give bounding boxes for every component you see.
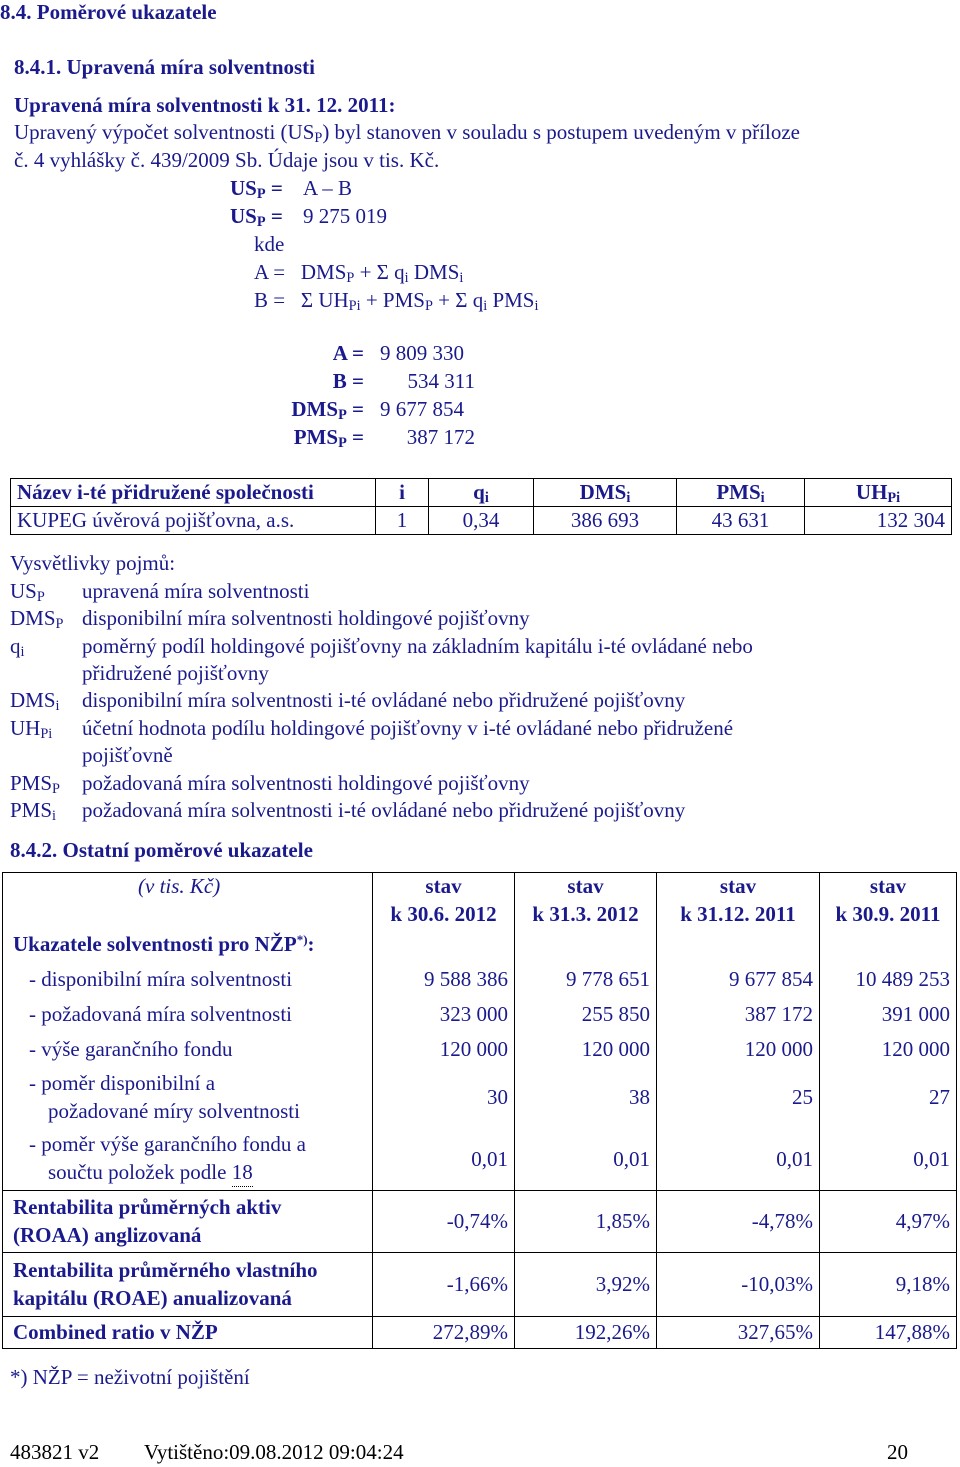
row-value: 0,01 <box>373 1129 515 1191</box>
table-row <box>11 507 952 535</box>
footnote: *) NŽP = neživotní pojištění <box>10 1365 250 1389</box>
row-value: 120 000 <box>820 1032 957 1067</box>
formula-b: B = Σ $UH_{Pi} + PMS_P + \Sigma$ $q_i$ $PMS_i$ <box>254 288 539 315</box>
row-value: 10 489 253 <box>820 962 957 997</box>
row-value: 0,01 <box>515 1129 657 1191</box>
formula-us-label-2: $US_P$ = <box>230 204 283 231</box>
header-pms: $PMS_i$ <box>677 479 805 507</box>
cell-uh: 132 304 <box>805 507 952 535</box>
unit-label: (v tis. Kč) <box>138 874 221 899</box>
row-value: 1,85% <box>515 1191 657 1253</box>
table-row <box>3 1317 957 1349</box>
ratios-header-row <box>3 873 957 901</box>
value-dms-label: $DMS_P$ = <box>291 397 364 424</box>
col-top: stav <box>820 873 957 901</box>
formula-us-label-1: $US_P$ = <box>230 176 283 203</box>
ratios-table <box>2 872 957 1349</box>
section-title: 8.4. Poměrové ukazatele <box>0 0 217 24</box>
table-row <box>3 1032 957 1067</box>
formula-a: A = $DMS_P + \Sigma$ $q_i$ $DMS_i$ <box>254 260 464 287</box>
col-top: stav <box>657 873 820 901</box>
row-label: - požadovaná míra solventnosti <box>29 1001 293 1026</box>
group-label: Ukazatele solventnosti pro NŽP*): <box>13 931 315 956</box>
glossary-term: $UH_{Pi}$ <box>10 716 53 743</box>
header-dms: $DMS_i$ <box>534 479 677 507</box>
row-value: 255 850 <box>515 997 657 1032</box>
glossary-term: $PMS_P$ <box>10 771 60 798</box>
combined-label: Combined ratio v NŽP <box>3 1317 373 1349</box>
glossary-term: $DMS_P$ <box>10 606 64 633</box>
table-row <box>3 1067 957 1129</box>
row-value: 323 000 <box>373 997 515 1032</box>
row-value: 4,97% <box>820 1191 957 1253</box>
glossary-term: $q_i$ <box>10 634 25 661</box>
value-b: 534 311 <box>407 369 475 393</box>
footer-printed: Vytištěno:09.08.2012 09:04:24 <box>144 1440 404 1464</box>
value-a: 9 809 330 <box>380 341 464 365</box>
glossary-desc-cont: pojišťovně <box>82 743 173 767</box>
paragraph-link[interactable]: 18 <box>232 1159 253 1187</box>
row-value: 9,18% <box>820 1253 957 1317</box>
row-value: 120 000 <box>373 1032 515 1067</box>
table-row <box>3 1253 957 1317</box>
row-label: - poměr disponibilní a požadované míry solventnosti <box>29 1071 300 1123</box>
roaa-label: Rentabilita průměrných aktiv (ROAA) anglizovaná <box>3 1191 373 1253</box>
header-q: $q_i$ <box>429 479 534 507</box>
cell-i: 1 <box>376 507 429 535</box>
glossary-desc-cont: přidružené pojišťovny <box>82 661 269 685</box>
value-b-label: B = <box>332 369 364 393</box>
footer-doc-id: 483821 v2 <box>10 1440 100 1464</box>
row-value: 391 000 <box>820 997 957 1032</box>
glossary-desc: požadovaná míra solventnosti i-té ovládané nebo přidružené pojišťovny <box>82 798 686 822</box>
intro-line-2: č. 4 vyhlášky č. 439/2009 Sb. Údaje jsou v tis. Kč. <box>14 148 440 172</box>
intro-text-a: Upravený výpočet solventnosti (US <box>14 120 315 144</box>
row-value: 147,88% <box>820 1317 957 1349</box>
other-title: 8.4.2. Ostatní poměrové ukazatele <box>10 838 313 862</box>
row-value: -0,74% <box>373 1191 515 1253</box>
header-company: Název i-té přidružené společnosti <box>11 479 376 507</box>
row-value: 9 588 386 <box>373 962 515 997</box>
cell-company: KUPEG úvěrová pojišťovna, a.s. <box>11 507 376 535</box>
glossary-desc: disponibilní míra solventnosti holdingové pojišťovny <box>82 606 530 630</box>
col-top: stav <box>373 873 515 901</box>
cell-pms: 43 631 <box>677 507 805 535</box>
cell-q: 0,34 <box>429 507 534 535</box>
sub-p: P <box>314 130 323 147</box>
row-value: 38 <box>515 1067 657 1129</box>
row-label: - disponibilní míra solventnosti <box>29 966 293 991</box>
header-uh: $UH_{Pi}$ <box>805 479 952 507</box>
company-table <box>10 478 952 535</box>
glossary-term: $PMS_i$ <box>10 798 56 825</box>
formula-us-value: 9 275 019 <box>303 204 387 228</box>
col-top: stav <box>515 873 657 901</box>
glossary-desc: disponibilní míra solventnosti i-té ovládané nebo přidružené pojišťovny <box>82 688 686 712</box>
subsection-title: 8.4.1. Upravená míra solventnosti <box>14 55 315 79</box>
table-row <box>3 997 957 1032</box>
row-value: -10,03% <box>657 1253 820 1317</box>
glossary-term: $DMS_i$ <box>10 688 60 715</box>
col-date: k 31.3. 2012 <box>515 901 657 928</box>
header-i: i <box>376 479 429 507</box>
row-value: 30 <box>373 1067 515 1129</box>
row-value: -4,78% <box>657 1191 820 1253</box>
glossary-desc: požadovaná míra solventnosti holdingové pojišťovny <box>82 771 530 795</box>
glossary-desc: upravená míra solventnosti <box>82 579 310 603</box>
col-date: k 30.9. 2011 <box>820 901 957 928</box>
glossary-desc: účetní hodnota podílu holdingové pojišťovny v i-té ovládané nebo přidružené <box>82 716 734 740</box>
formula-us-expr: A – B <box>303 176 353 200</box>
row-value: 25 <box>657 1067 820 1129</box>
group-row <box>3 928 957 962</box>
intro-text-b: ) byl stanoven v souladu s postupem uvedeným v příloze <box>322 120 800 144</box>
row-value: 9 778 651 <box>515 962 657 997</box>
ratios-date-row <box>3 901 957 928</box>
row-value: 387 172 <box>657 997 820 1032</box>
row-label: - poměr výše garančního fondu a součtu položek podle 18 <box>3 1129 373 1191</box>
table-row <box>3 1191 957 1253</box>
col-date: k 30.6. 2012 <box>373 901 515 928</box>
table-row <box>3 1129 957 1191</box>
row-value: 272,89% <box>373 1317 515 1349</box>
col-date: k 31.12. 2011 <box>657 901 820 928</box>
table-row <box>3 962 957 997</box>
row-value: 27 <box>820 1067 957 1129</box>
intro-line-1 <box>14 120 800 147</box>
glossary-term: $US_P$ <box>10 579 45 606</box>
value-a-label: A = <box>332 341 364 365</box>
cell-dms: 386 693 <box>534 507 677 535</box>
value-pms-label: $PMS_P$ = <box>293 425 364 452</box>
row-value: 120 000 <box>657 1032 820 1067</box>
row-value: 0,01 <box>820 1129 957 1191</box>
row-value: 192,26% <box>515 1317 657 1349</box>
glossary-title: Vysvětlivky pojmů: <box>10 551 176 575</box>
value-pms: 387 172 <box>406 425 475 449</box>
row-value: 3,92% <box>515 1253 657 1317</box>
row-value: -1,66% <box>373 1253 515 1317</box>
glossary-desc: poměrný podíl holdingové pojišťovny na základním kapitálu i-té ovládané nebo <box>82 634 753 658</box>
row-value: 120 000 <box>515 1032 657 1067</box>
footer-page-number: 20 <box>887 1440 908 1464</box>
row-label: - výše garančního fondu <box>29 1036 233 1061</box>
formula-kde: kde <box>254 232 285 256</box>
row-value: 327,65% <box>657 1317 820 1349</box>
company-table-header <box>11 479 952 507</box>
section-heading: Upravená míra solventnosti k 31. 12. 2011: <box>14 93 396 117</box>
row-value: 9 677 854 <box>657 962 820 997</box>
roae-label: Rentabilita průměrného vlastního kapitálu (ROAE) anualizovaná <box>3 1253 373 1317</box>
value-dms: 9 677 854 <box>380 397 464 421</box>
row-value: 0,01 <box>657 1129 820 1191</box>
